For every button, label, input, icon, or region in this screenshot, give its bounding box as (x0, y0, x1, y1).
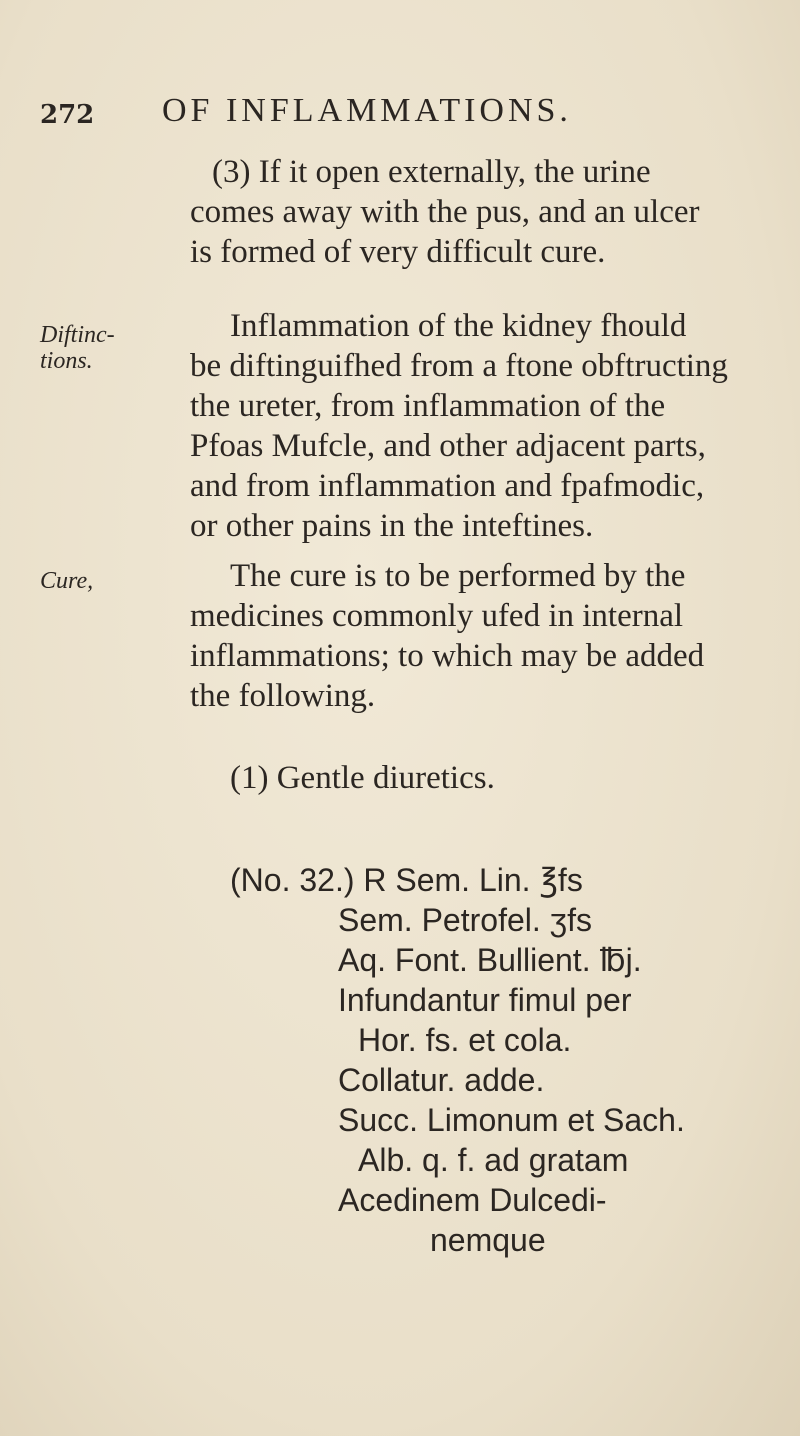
running-title: OF INFLAMMATIONS. (162, 92, 572, 129)
prescription-line: (No. 32.) R Sem. Lin. ℥fs (230, 862, 583, 898)
paragraph-diuretics (190, 758, 790, 798)
page-number: 272 (40, 100, 95, 130)
margin-note-distinctions (40, 322, 115, 374)
text-line: inflammations; to which may be added (190, 638, 705, 674)
text-line: (1) Gentle diuretics. (230, 760, 495, 796)
prescription-line: Aq. Font. Bullient. ℔j. (338, 942, 642, 978)
text-line: Inflammation of the kidney fhould (230, 308, 687, 344)
text-line: comes away with the pus, and an ulcer (190, 194, 700, 230)
text-line: or other pains in the inteftines. (190, 508, 594, 544)
text-line: be diftinguifhed from a ftone obftructing (190, 348, 728, 384)
text-line: (3) If it open externally, the urine (212, 154, 651, 190)
text-line: Pfoas Mufcle, and other adjacent parts, (190, 428, 706, 464)
paragraph-urine (190, 152, 790, 272)
paragraph-cure (190, 556, 790, 716)
prescription-line: Alb. q. f. ad gratam (358, 1142, 629, 1178)
paragraph-distinctions (190, 306, 790, 546)
text-line: The cure is to be performed by the (230, 558, 686, 594)
prescription-line: Collatur. adde. (338, 1062, 545, 1098)
text-line: and from inflammation and fpafmodic, (190, 468, 705, 504)
text-line: is formed of very difficult cure. (190, 234, 606, 270)
margin-note-cure (40, 568, 93, 594)
text-line: the ureter, from inflammation of the (190, 388, 666, 424)
text-line: the following. (190, 678, 376, 714)
prescription-line: Succ. Limonum et Sach. (338, 1102, 685, 1138)
prescription-line: Sem. Petrofel. ʒfs (338, 902, 592, 938)
text-line: medicines commonly ufed in internal (190, 598, 684, 634)
prescription-line: Hor. fs. et cola. (358, 1022, 572, 1058)
margin-note-line: tions. (40, 348, 93, 374)
page-header (0, 92, 800, 140)
prescription-line: nemque (430, 1222, 546, 1258)
margin-note-line: Diftinc- (40, 322, 115, 348)
margin-note-line: Cure, (40, 568, 94, 594)
prescription-line: Acedinem Dulcedi- (338, 1182, 607, 1218)
prescription-line: Infundantur fimul per (338, 982, 632, 1018)
prescription (230, 860, 685, 1260)
